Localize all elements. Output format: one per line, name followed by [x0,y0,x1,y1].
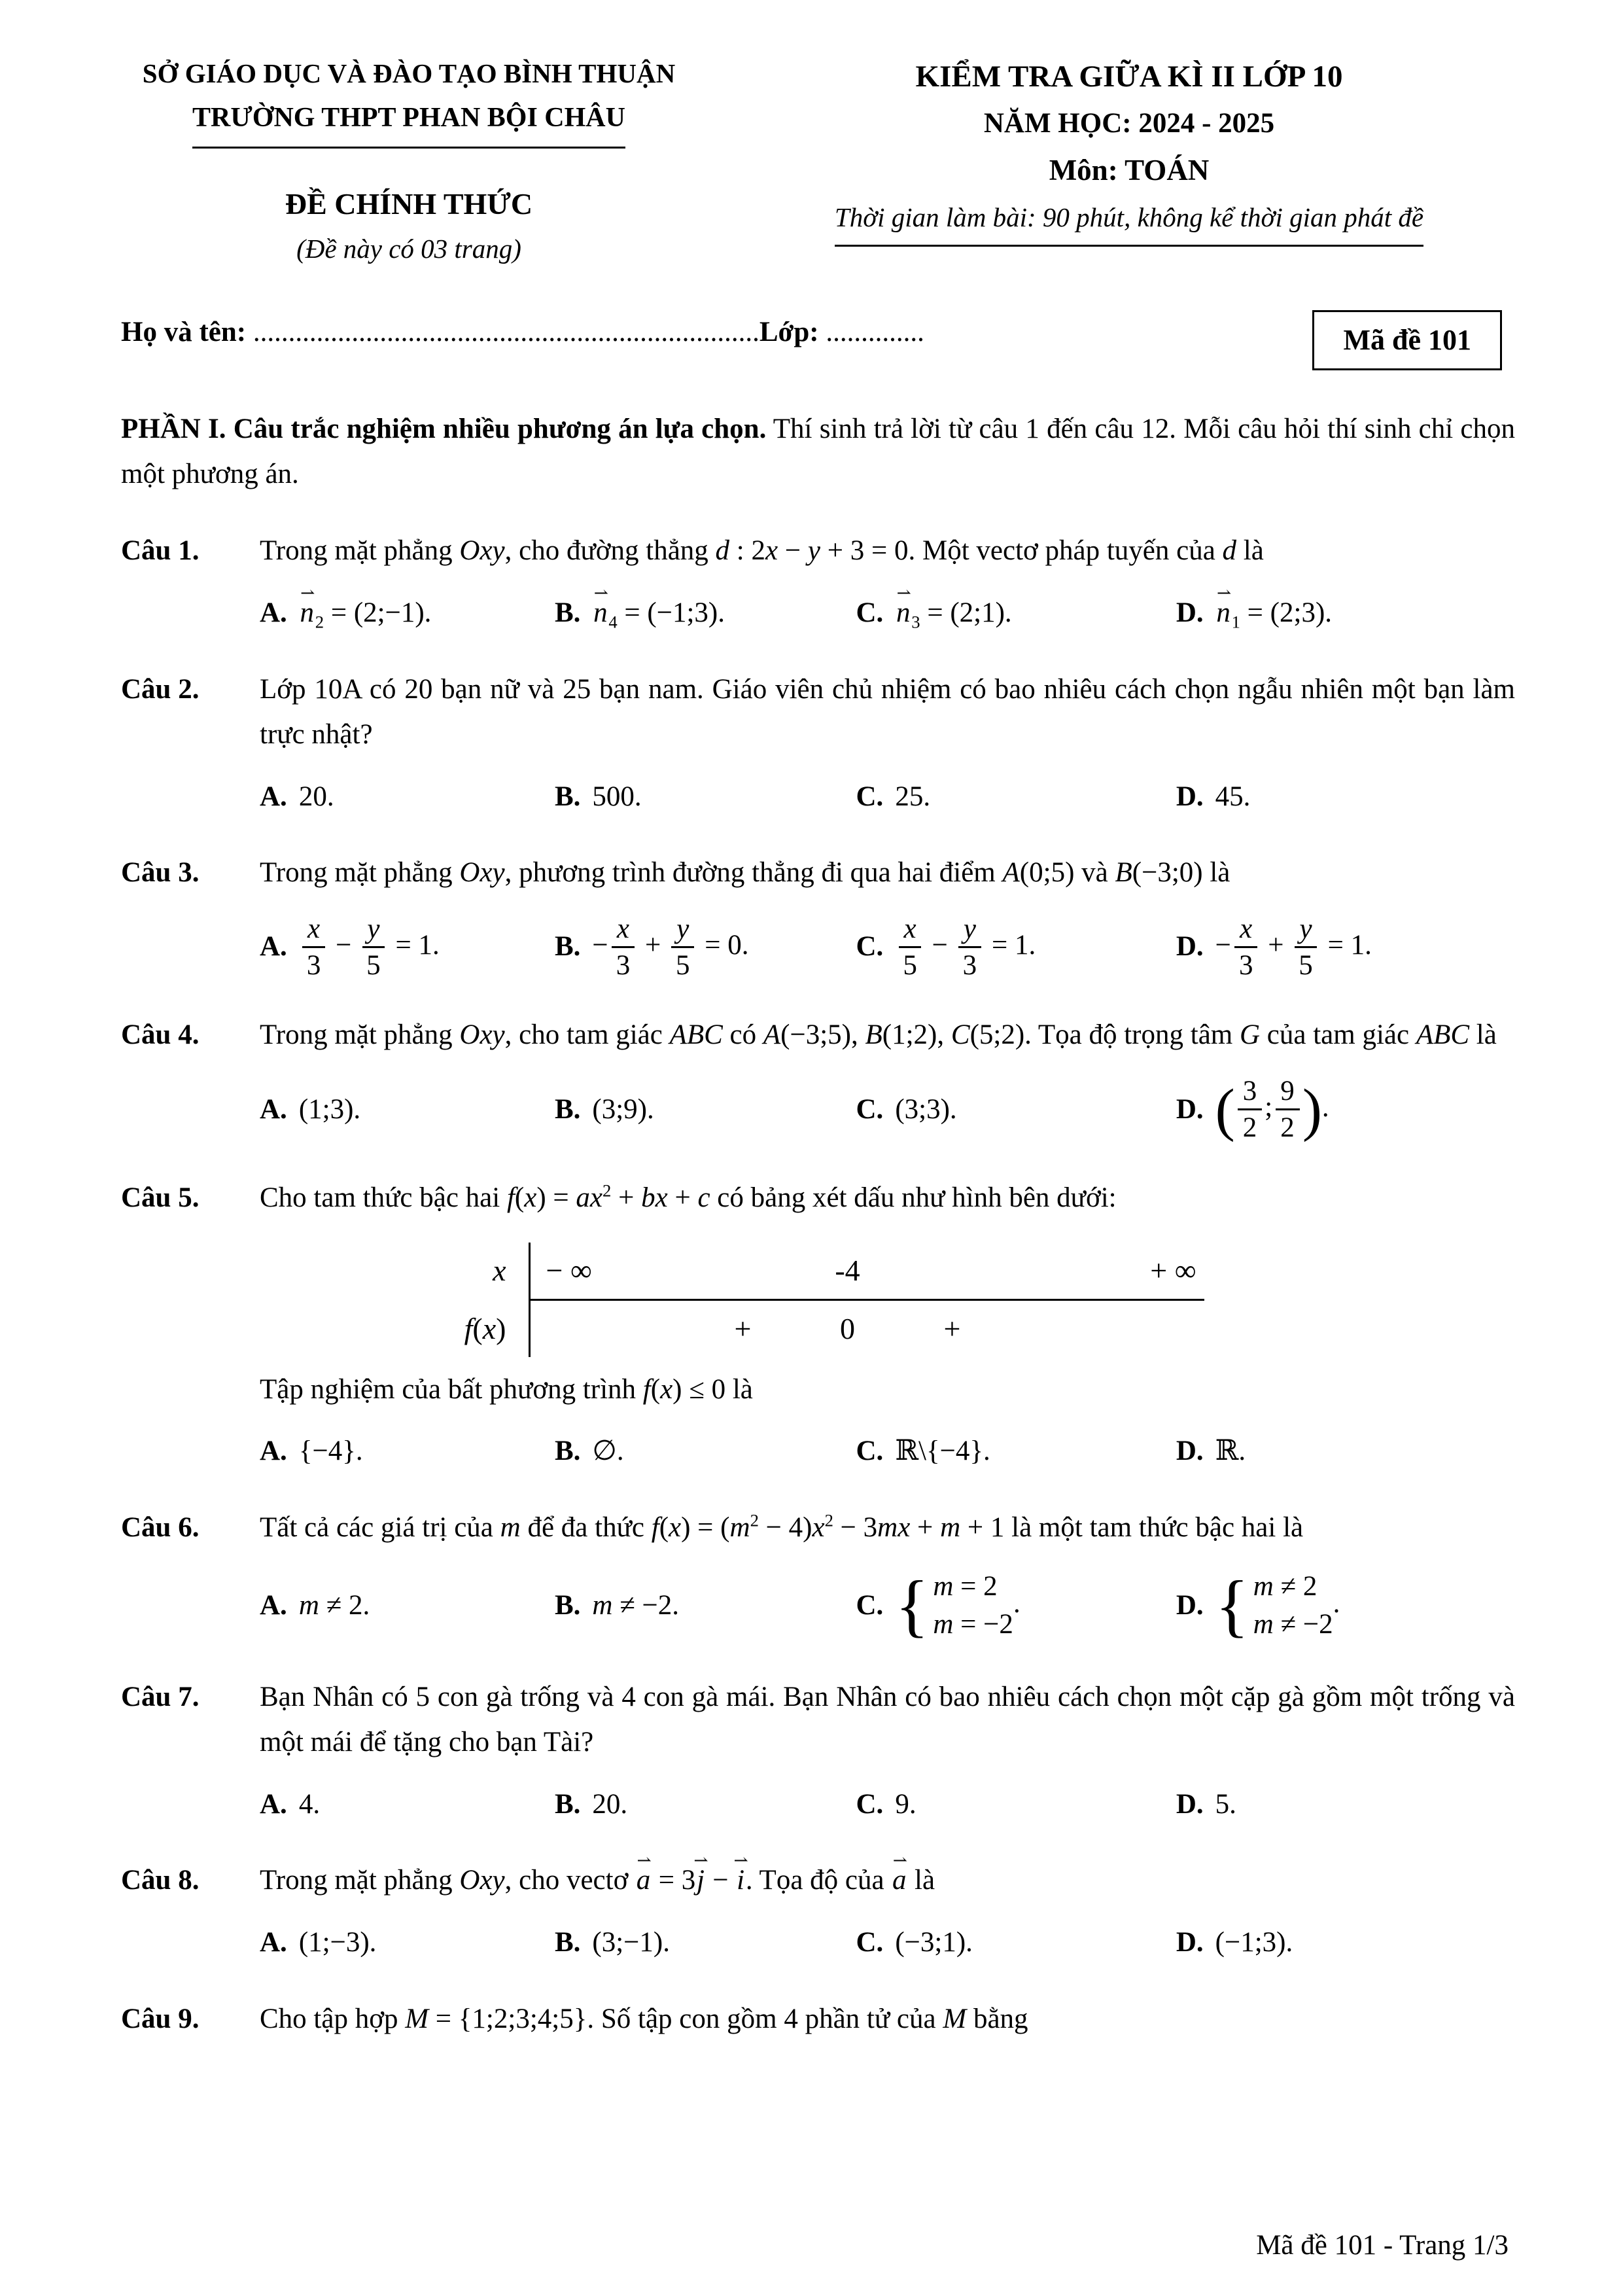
option-d [1176,1782,1515,1828]
official-exam-label: ĐỀ CHÍNH THỨC [285,186,533,221]
question-text: Trong mặt phẳng Oxy, phương trình đường thẳng đi qua hai điểm A(0;5) và B(−3;0) là [260,857,1230,889]
name-line-row [121,310,1515,370]
option-value: { m ≠ 2 m ≠ −2 . [1215,1566,1340,1645]
class-dots: .............. [826,316,924,347]
option-label: A. [260,1927,287,1958]
option-value: 5. [1215,1788,1236,1820]
name-label: Họ và tên: [121,316,253,347]
name-dots: ........................................................................ [253,316,759,347]
name-line [121,310,1312,355]
option-label: C. [856,1788,884,1820]
option-value: 20. [592,1788,628,1820]
option-label: C. [856,1589,884,1621]
option-value: − $\frac{x}{3}$ + $\frac{y}{5}$ = 0. [592,913,749,981]
question-text: Cho tập hợp M = {1;2;3;4;5}. Số tập con gồm 4 phần tử của M bằng [260,2004,1028,2035]
option-b [555,1087,856,1133]
q4-options [121,1075,1515,1144]
option-label: D. [1176,597,1204,628]
option-a [260,775,555,820]
pages-note: (Đề này có 03 trang) [296,234,521,264]
option-a [260,1920,555,1966]
class-label: Lớp: [759,316,826,347]
question-6 [121,1506,1515,1644]
option-b [555,913,856,981]
option-value: ℝ\{−4}. [895,1436,990,1467]
option-value: 25. [895,781,931,812]
sign-table-cell [897,1243,1008,1301]
option-c [856,913,1176,981]
option-label: C. [856,597,884,628]
question-label: Câu 4. [121,1019,200,1051]
option-b [555,1782,856,1828]
question-label: Câu 7. [121,1682,200,1713]
option-label: B. [554,781,581,812]
option-c [856,591,1176,636]
option-label: D. [1176,1436,1204,1467]
option-label: D. [1176,1927,1204,1958]
option-label: A. [260,597,287,628]
option-c [856,1568,1176,1644]
sign-table-fx-label: f(x) [432,1301,531,1357]
exam-title: KIỂM TRA GIỮA KÌ II LỚP 10 [915,60,1343,94]
option-value: ( $\frac{3}{2}$ ; $\frac{9}{2}$ ) . [1215,1076,1329,1144]
question-4 [121,1013,1515,1144]
option-a [260,1583,555,1629]
option-d [1176,1075,1515,1144]
question-text: Cho tam thức bậc hai $f(x) = ax^2$ + bx + c có bảng xét dấu như hình bên dưới: [260,1180,1117,1213]
question-text: Lớp 10A có 20 bạn nữ và 25 bạn nam. Giáo viên chủ nhiệm có bao nhiêu cách chọn ngẫu nhiên một bạn làm trực nhật? [260,673,1515,750]
page-footer: Mã đề 101 - Trang 1/3 [1256,2230,1509,2261]
question-label: Câu 2. [121,673,200,705]
school-year: NĂM HỌC: 2024 - 2025 [983,108,1275,139]
q3-options [121,913,1515,981]
part1-instructions: Thí sinh trả lời từ câu 1 đến câu 12. Mỗi câu hỏi thí sinh chỉ chọn một phương án. [121,414,1516,490]
part1-intro [121,407,1515,497]
option-label: A. [260,1589,287,1621]
option-value: $\frac{x}{5}$ − $\frac{y}{3}$ = 1. [895,913,1036,981]
option-label: A. [260,1788,287,1820]
question-text: Trong mặt phẳng Oxy, cho vectơ ⇀ a = 3⇀ j − ⇀ i. Tọa độ của ⇀ a là [260,1858,1515,1903]
option-b [555,1429,856,1474]
option-a [260,913,555,981]
question-3 [121,851,1515,981]
option-label: C. [856,1927,884,1958]
question-7 [121,1675,1515,1827]
option-label: B. [554,931,581,963]
option-label: B. [554,597,581,628]
question-1 [121,529,1515,636]
option-label: C. [856,781,884,812]
option-label: C. [856,931,884,963]
q2-options [121,775,1515,820]
q8-options [121,1920,1515,1966]
sign-table-cell [1008,1301,1204,1357]
option-value: (3;−1). [592,1927,670,1958]
q1-options [121,591,1515,636]
option-label: A. [260,931,287,963]
question-label: Câu 8. [121,1865,200,1896]
option-a [260,1429,555,1474]
sign-table-cell: 0 [840,1311,855,1345]
question-text: Tất cả các giá trị của m để đa thức $f(x) = (m^2 - 4)x^2 - 3mx + m + 1$ là một tam thức bậc hai là [260,1510,1304,1544]
option-value: 4. [298,1788,321,1820]
option-label: B. [554,1788,581,1820]
department-name: SỞ GIÁO DỤC VÀ ĐÀO TẠO BÌNH THUẬN [142,58,676,88]
option-c [856,1087,1176,1133]
option-d [1176,1920,1515,1966]
option-value: − $\frac{x}{3}$ + $\frac{y}{5}$ = 1. [1215,913,1372,981]
option-value: ℝ. [1215,1436,1246,1467]
question-text: Trong mặt phẳng Oxy, cho tam giác ABC có A(−3;5), B(1;2), C(5;2). Tọa độ trọng tâm G của tam giác ABC là [260,1019,1497,1051]
question-5 [121,1176,1515,1475]
question-9 [121,1997,1515,2042]
sign-table [432,1243,1204,1356]
option-a [260,1087,555,1133]
option-label: D. [1176,1788,1204,1820]
question-2 [121,667,1515,819]
duration-note: Thời gian làm bài: 90 phút, không kể thời gian phát đề [835,196,1423,247]
option-value: 20. [298,781,334,812]
sign-table-cell: + ∞ [1008,1243,1204,1301]
option-label: B. [554,1927,581,1958]
option-value: (−3;1). [895,1927,973,1958]
option-value: {−4}. [298,1436,363,1467]
question-label: Câu 6. [121,1512,200,1544]
option-value: 500. [592,781,642,812]
option-c [856,1429,1176,1474]
option-value: (3;9). [592,1093,654,1125]
question-8 [121,1858,1515,1966]
option-value: $\frac{x}{3}$ − $\frac{y}{5}$ = 1. [299,913,440,981]
option-label: A. [260,1093,287,1125]
part1-title: PHẦN I. Câu trắc nghiệm nhiều phương án lựa chọn. [121,414,767,445]
option-value: ⇀ $n_2$ = (2;−1). [299,591,432,636]
option-d [1176,1429,1515,1474]
option-b [555,775,856,820]
option-label: A. [260,781,287,812]
subject: Môn: TOÁN [1049,153,1210,186]
option-b [555,1920,856,1966]
option-label: D. [1176,931,1204,963]
q7-options [121,1782,1515,1828]
sign-table-cell [688,1243,799,1301]
sign-table-cell: − ∞ [531,1243,688,1301]
option-a [260,591,555,636]
q5-post-text: Tập nghiệm của bất phương trình f(x) ≤ 0 là [260,1373,753,1405]
question-label: Câu 5. [121,1182,200,1213]
sign-table-cell: + [943,1311,961,1345]
question-label: Câu 3. [121,857,200,889]
question-text: Trong mặt phẳng Oxy, cho đường thẳng d : 2x − y + 3 = 0. Một vectơ pháp tuyến của d là [260,535,1264,566]
option-label: B. [554,1436,581,1467]
option-value: (1;−3). [298,1927,377,1958]
option-label: C. [856,1436,884,1467]
option-value: m ≠ 2. [298,1589,370,1621]
sign-table-cell: + [734,1311,752,1345]
question-label: Câu 1. [121,535,200,566]
option-label: C. [856,1093,884,1125]
sign-table-x-label: x [432,1243,531,1301]
option-c [856,1920,1176,1966]
option-label: D. [1176,1093,1204,1125]
school-name: TRƯỜNG THPT PHAN BỘI CHÂU [192,96,625,149]
option-value: { m = 2 m = −2 . [895,1566,1021,1645]
option-d [1176,775,1515,820]
option-value: ⇀ $n_4$ = (−1;3). [592,591,725,636]
option-value: ⇀ $n_3$ = (2;1). [895,591,1011,636]
question-label: Câu 9. [121,2004,200,2035]
option-c [856,775,1176,820]
option-value: (3;3). [895,1093,957,1125]
option-label: D. [1176,1589,1204,1621]
option-value: 9. [895,1788,916,1820]
option-value: m ≠ −2. [592,1589,680,1621]
option-value: 45. [1215,781,1251,812]
option-b [555,591,856,636]
option-label: D. [1176,781,1204,812]
option-a [260,1782,555,1828]
option-d [1176,1568,1515,1644]
option-label: A. [260,1436,287,1467]
header-right [743,52,1515,247]
option-c [856,1782,1176,1828]
question-text: Bạn Nhân có 5 con gà trống và 4 con gà mái. Bạn Nhân có bao nhiêu cách chọn một cặp gà gồm một trống và một mái để tặng cho bạn Tài? [260,1682,1515,1757]
sign-table-cell: -4 [799,1243,897,1301]
option-label: B. [554,1589,581,1621]
sign-table-wrap [121,1243,1515,1356]
option-value: ⇀ $n_1$ = (2;3). [1215,591,1332,636]
header-left [121,52,697,271]
option-d [1176,913,1515,981]
option-value: (1;3). [298,1093,361,1125]
exam-code-box: Mã đề 101 [1312,310,1502,370]
q5-options [121,1429,1515,1474]
page-header [121,52,1515,271]
sign-table-cell [531,1301,688,1357]
q6-options [121,1568,1515,1644]
option-value: ∅. [592,1436,624,1467]
option-d [1176,591,1515,636]
option-b [555,1583,856,1629]
option-label: B. [554,1093,581,1125]
option-value: (−1;3). [1215,1927,1293,1958]
